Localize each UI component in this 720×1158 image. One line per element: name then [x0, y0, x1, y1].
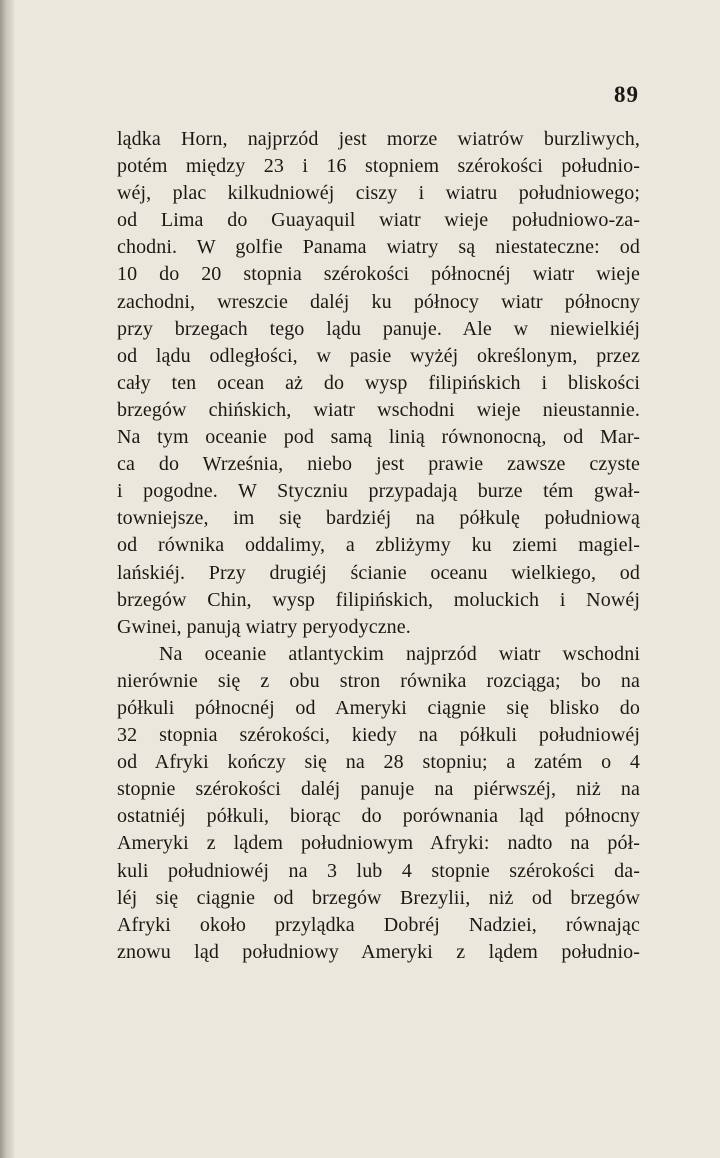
text-line: chodni. W golfie Panama wiatry są niestateczne: od: [117, 236, 640, 259]
text-line: ostatniéj półkuli, biorąc do porównania ląd północny: [117, 805, 640, 828]
text-line: od lądu odległości, w pasie wyżéj określonym, przez: [117, 344, 640, 367]
text-line: lądka Horn, najprzód jest morze wiatrów burzliwych,: [117, 128, 640, 150]
text-line: Afryki około przylądka Dobréj Nadziei, równając: [117, 913, 640, 936]
text-line: od Lima do Guayaquil wiatr wieje południowo-za-: [117, 209, 640, 232]
text-line: potém między 23 i 16 stopniem szérokości południo-: [117, 155, 640, 178]
text-line: przy brzegach tego lądu panuje. Ale w niewielkiéj: [117, 317, 640, 340]
text-line: znowu ląd południowy Ameryki z lądem południo-: [117, 940, 640, 963]
text-line: Ameryki z lądem południowym Afryki: nadto na pół-: [117, 832, 640, 855]
paragraph-start-line: Na oceanie atlantyckim najprzód wiatr wschodni: [159, 642, 640, 665]
page-number: 89: [614, 82, 639, 107]
text-line: Na tym oceanie pod samą linią równonocną, od Mar-: [117, 426, 640, 449]
text-line: lańskiéj. Przy drugiéj ścianie oceanu wielkiego, od: [117, 561, 640, 584]
text-line: cały ten ocean aż do wysp filipińskich i bliskości: [117, 371, 640, 394]
text-line: brzegów chińskich, wiatr wschodni wieje nieustannie.: [117, 398, 640, 421]
text-line: ca do Września, niebo jest prawie zawsze czyste: [117, 453, 640, 476]
text-line: od Afryki kończy się na 28 stopniu; a zatém o 4: [117, 751, 640, 774]
text-line: léj się ciągnie od brzegów Brezylii, niż od brzegów: [117, 886, 640, 909]
text-line: brzegów Chin, wysp filipińskich, moluckich i Nowéj: [117, 588, 640, 611]
text-line: zachodni, wreszcie daléj ku północy wiatr północny: [117, 290, 640, 313]
text-line: półkuli północnéj od Ameryki ciągnie się blisko do: [117, 696, 640, 719]
paragraph-end-line: Gwinei, panują wiatry peryodyczne.: [117, 615, 411, 638]
text-line: stopnie szérokości daléj panuje na piérwszéj, niż na: [117, 778, 640, 801]
text-line: 10 do 20 stopnia szérokości północnéj wiatr wieje: [117, 263, 640, 286]
text-line: i pogodne. W Styczniu przypadają burze tém gwał-: [117, 480, 640, 503]
text-line: nierównie się z obu stron równika rozciąga; bo na: [117, 669, 640, 692]
book-spine-shadow: [0, 0, 14, 1158]
body-text: [117, 126, 640, 966]
text-line: kuli południowéj na 3 lub 4 stopnie szérokości da-: [117, 859, 640, 882]
text-line: wéj, plac kilkudniowéj ciszy i wiatru południowego;: [117, 182, 640, 205]
text-line: od równika oddalimy, a zbliżymy ku ziemi magiel-: [117, 534, 640, 557]
text-line: 32 stopnia szérokości, kiedy na półkuli południowéj: [117, 724, 640, 747]
text-line: towniejsze, im się bardziéj na półkulę południową: [117, 507, 640, 530]
